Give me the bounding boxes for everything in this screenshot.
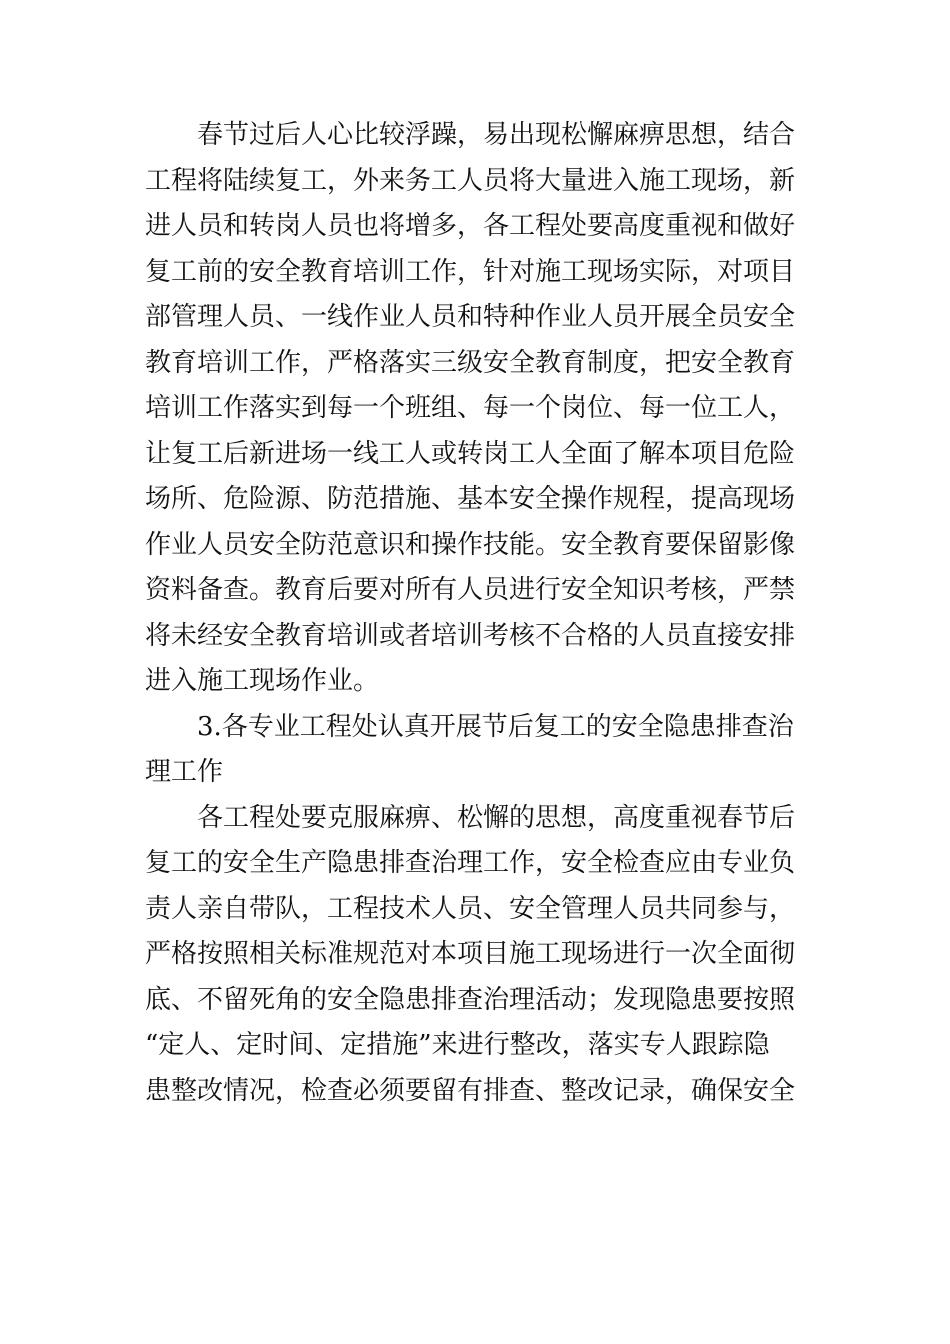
paragraph-line: 将未经安全教育培训或者培训考核不合格的人员直接安排 (145, 620, 796, 651)
section-heading-3 (145, 705, 810, 796)
paragraph-line: 工程将陆续复工，外来务工人员将大量进入施工现场，新 (145, 165, 796, 196)
paragraph-safety-education (145, 113, 810, 705)
paragraph-line: “定人、定时间、定措施”来进行整改，落实专人跟踪隐 (145, 1030, 770, 1060)
paragraph-line: 教育培训工作，严格落实三级安全教育制度，把安全教育 (145, 347, 796, 378)
paragraph-line: 复工的安全生产隐患排查治理工作，安全检查应由专业负 (145, 848, 796, 878)
paragraph-line: 责人亲自带队，工程技术人员、安全管理人员共同参与， (145, 893, 796, 924)
heading-line: 理工作 (145, 757, 224, 787)
paragraph-line: 底、不留死角的安全隐患排查治理活动；发现隐患要按照 (145, 984, 796, 1015)
paragraph-line: 复工前的安全教育培训工作，针对施工现场实际，对项目 (145, 256, 796, 287)
paragraph-line: 资料备查。教育后要对所有人员进行安全知识考核，严禁 (145, 575, 796, 605)
paragraph-line: 进入施工现场作业。 (145, 666, 380, 696)
document-body (145, 113, 810, 1114)
paragraph-line: 让复工后新进场一线工人或转岗工人全面了解本项目危险 (145, 438, 796, 469)
paragraph-line: 作业人员安全防范意识和操作技能。安全教育要保留影像 (145, 529, 796, 560)
paragraph-line: 场所、危险源、防范措施、基本安全操作规程，提高现场 (145, 484, 796, 514)
heading-line: 3.各专业工程处认真开展节后复工的安全隐患排查治 (197, 711, 794, 742)
paragraph-line: 春节过后人心比较浮躁，易出现松懈麻痹思想，结合 (197, 120, 796, 150)
paragraph-hazard-inspection (145, 796, 810, 1115)
paragraph-line: 部管理人员、一线作业人员和特种作业人员开展全员安全 (145, 302, 796, 332)
paragraph-line: 培训工作落实到每一个班组、每一个岗位、每一位工人， (145, 393, 796, 423)
paragraph-line: 进人员和转岗人员也将增多，各工程处要高度重视和做好 (145, 211, 796, 241)
paragraph-line: 严格按照相关标准规范对本项目施工现场进行一次全面彻 (145, 939, 796, 969)
paragraph-line: 各工程处要克服麻痹、松懈的思想，高度重视春节后 (197, 802, 796, 833)
paragraph-line: 患整改情况，检查必须要留有排查、整改记录，确保安全 (145, 1075, 796, 1106)
